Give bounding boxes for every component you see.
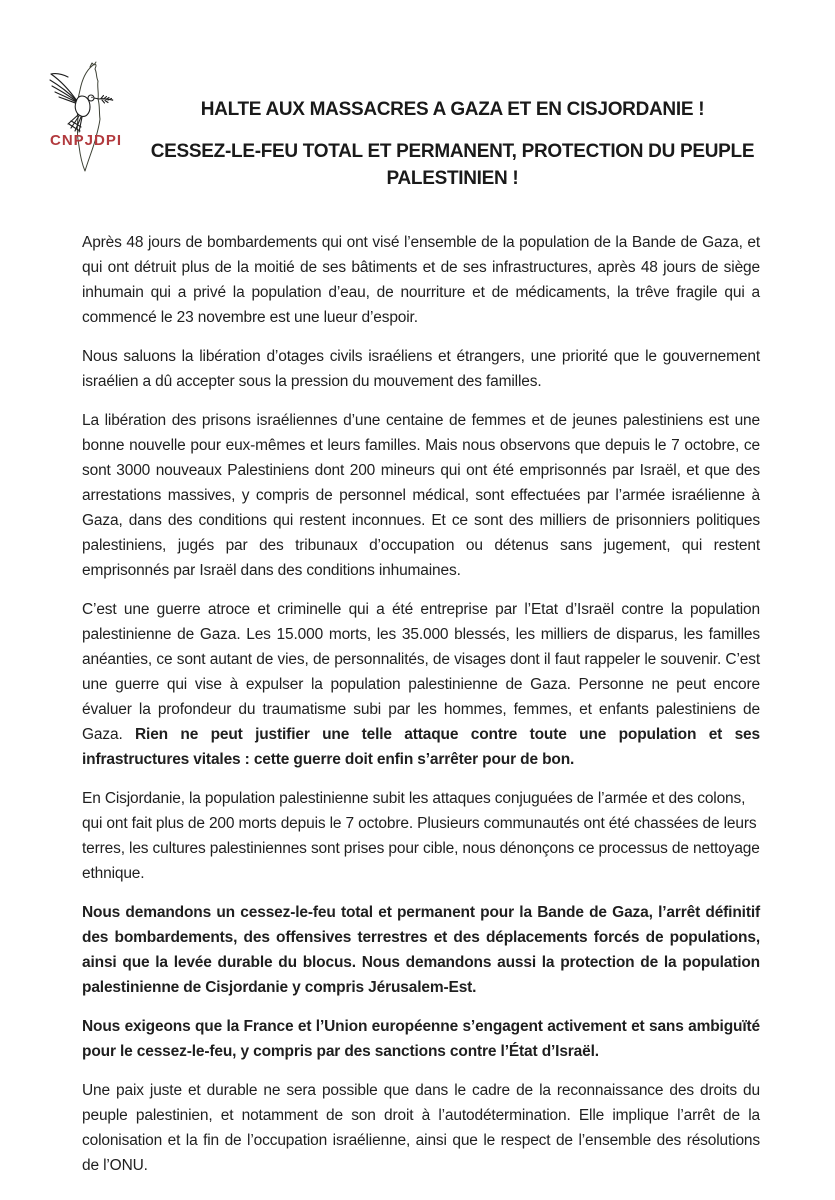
logo-acronym: CNPJDPI: [50, 132, 123, 149]
paragraph-4-text: C’est une guerre atroce et criminelle qui a été entreprise par l’Etat d’Israël contre la population palestinienne de Gaza. Les 15.000 morts, les 35.000 blessés, les milliers de disparus, les familles anéanties, ce sont autant de vies, de personnalités, de visages dont il faut rappeler le souvenir. C’est une guerre qui vise à expulser la population palestinienne de Gaza. Personne ne peut encore évaluer la profondeur du traumatisme subi par les hommes, femmes, et enfants palestiniens de Gaza.: [82, 601, 760, 743]
paragraph-6: Nous demandons un cessez-le-feu total et permanent pour la Bande de Gaza, l’arrêt définitif des bombardements, des offensives terrestres et des déplacements forcés de populations, ainsi que la levée durable du blocus. Nous demandons aussi la protection de la population palestinienne de Cisjordanie y compris Jérusalem-Est.: [82, 904, 760, 996]
paragraph-2: Nous saluons la libération d’otages civils israéliens et étrangers, une priorité que le gouvernement israélien a dû accepter sous la pression du mouvement des familles.: [82, 348, 760, 390]
headline-2: CESSEZ-LE-FEU TOTAL ET PERMANENT, PROTECTION DU PEUPLE PALESTINIEN !: [150, 141, 755, 189]
dove-olive-branch-map-icon: [46, 60, 136, 178]
paragraph-4-bold-text: Rien ne peut justifier une telle attaque contre toute une population et ses infrastructures vitales : cette guerre doit enfin s’arrêter pour de bon.: [82, 726, 760, 768]
paragraph-4: [82, 597, 760, 772]
title-block: [130, 96, 775, 207]
document-body: [82, 230, 760, 1192]
paragraph-7: Nous exigeons que la France et l’Union européenne s’engagent activement et sans ambiguïté pour le cessez-le-feu, y compris par des sanctions contre l’État d’Israël.: [82, 1018, 760, 1060]
headline-1: HALTE AUX MASSACRES A GAZA ET EN CISJORDANIE !: [200, 99, 705, 120]
cnpjdpi-logo: [46, 60, 136, 178]
paragraph-3: La libération des prisons israéliennes d’une centaine de femmes et de jeunes palestiniens est une bonne nouvelle pour eux-mêmes et leurs familles. Mais nous observons que depuis le 7 octobre, ce sont 3000 nouveaux Palestiniens dont 200 mineurs qui ont été emprisonnés par Israël, et que des arrestations massives, y compris de personnel médical, sont effectuées par l’armée israélienne à Gaza, dans des conditions qui restent inconnues. Et ce sont des milliers de prisonniers politiques palestiniens, jugés par des tribunaux d’occupation ou détenus sans jugement, qui restent emprisonnés par Israël dans des conditions inhumaines.: [82, 412, 760, 579]
paragraph-1: Après 48 jours de bombardements qui ont visé l’ensemble de la population de la Bande de Gaza, et qui ont détruit plus de la moitié de ses bâtiments et de ses infrastructures, après 48 jours de siège inhumain qui a privé la population d’eau, de nourriture et de médicaments, la trêve fragile qui a commencé le 23 novembre est une lueur d’espoir.: [82, 234, 760, 326]
paragraph-8: Une paix juste et durable ne sera possible que dans le cadre de la reconnaissance des droits du peuple palestinien, et notamment de son droit à l’autodétermination. Elle implique l’arrêt de la colonisation et la fin de l’occupation israélienne, ainsi que le respect de l’ensemble des résolutions de l’ONU.: [82, 1082, 760, 1174]
paragraph-5: En Cisjordanie, la population palestinienne subit les attaques conjuguées de l’armée et des colons, qui ont fait plus de 200 morts depuis le 7 octobre. Plusieurs communautés ont été chassées de leurs terres, les cultures palestiniennes sont prises pour cible, nous dénonçons ce processus de nettoyage ethnique.: [82, 790, 760, 882]
